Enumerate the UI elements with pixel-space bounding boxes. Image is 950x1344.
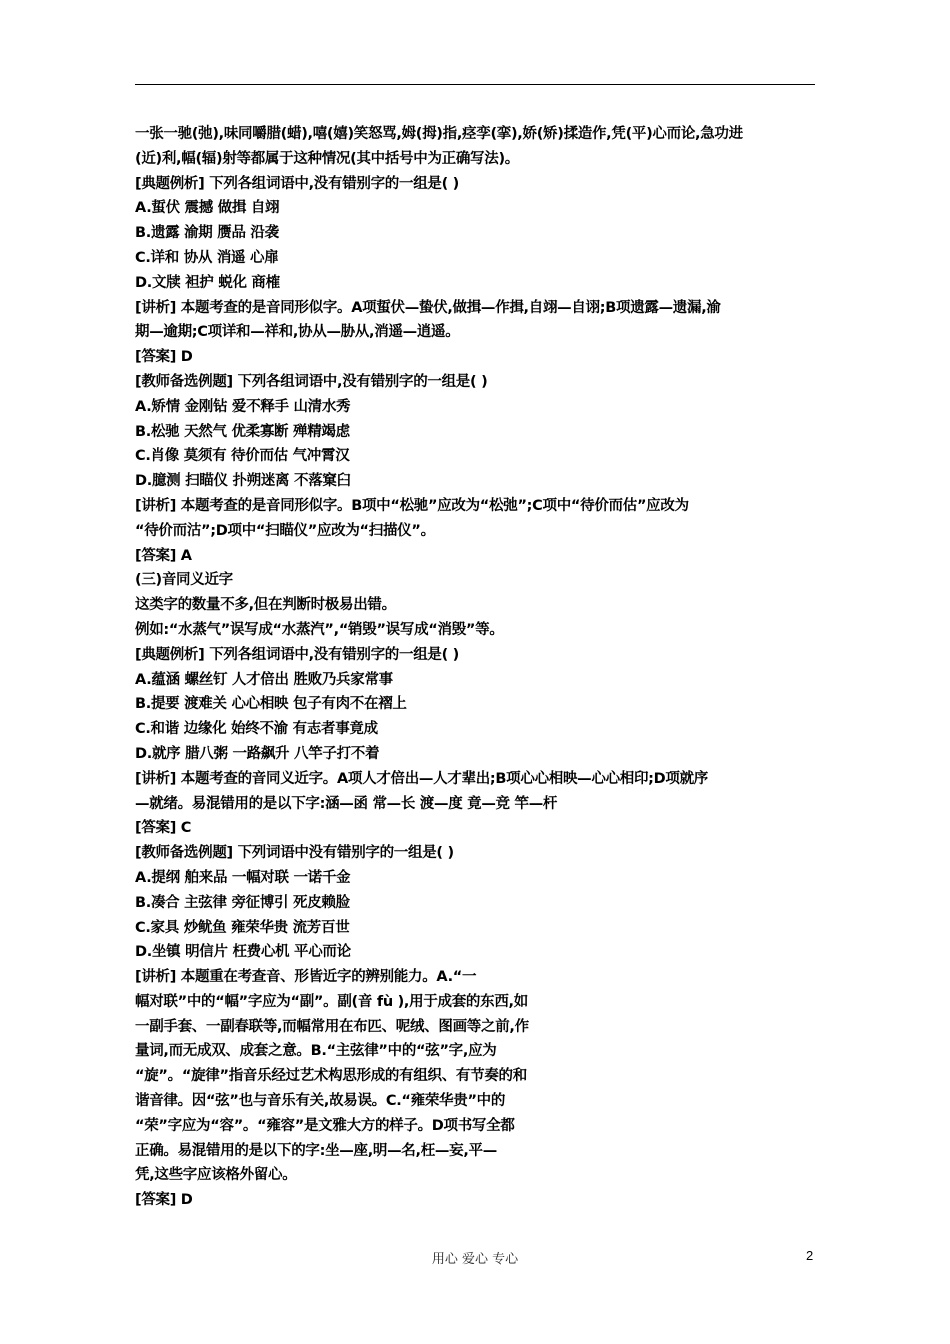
page-footer: 用心 爱心 专心 xyxy=(431,1252,519,1267)
document-body xyxy=(135,122,825,1213)
text-line: C.肖像 莫须有 待价而估 气冲霄汉 xyxy=(135,448,350,465)
text-line: B.遗露 渝期 赝品 沿袭 xyxy=(135,225,279,242)
text-line: A.蕴涵 螺丝钉 人才倍出 胜败乃兵家常事 xyxy=(135,671,393,688)
text-line: B.松驰 天然气 优柔寡断 殚精竭虑 xyxy=(135,423,350,440)
text-line: (近)利,幅(辐)射等都属于这种情况(其中括号中为正确写法)。 xyxy=(135,150,519,167)
header-rule xyxy=(135,84,815,85)
text-line: [讲析] 本题重在考查音、形皆近字的辨别能力。A.“一 xyxy=(135,969,477,986)
text-line: C.和谐 边缘化 始终不渝 有志者事竟成 xyxy=(135,721,378,738)
text-line: A.矫情 金刚钻 爱不释手 山清水秀 xyxy=(135,398,351,415)
text-line: 这类字的数量不多,但在判断时极易出错。 xyxy=(135,597,396,614)
text-line: D.臆测 扫瞄仪 扑朔迷离 不落窠臼 xyxy=(135,473,351,490)
text-line: 例如:“水蒸气”误写成“水蒸汽”,“销毁”误写成“消毁”等。 xyxy=(135,621,504,638)
text-line: (三)音同义近字 xyxy=(135,572,233,589)
text-line: “旋”。“旋律”指音乐经过艺术构思形成的有组织、有节奏的和 xyxy=(135,1068,527,1085)
text-line: [答案] C xyxy=(135,820,192,837)
text-line: —就绪。易混错用的是以下字:涵—函 常—长 渡—度 竟—竞 竿—杆 xyxy=(135,795,558,812)
text-line: [答案] D xyxy=(135,349,193,366)
text-line: C.家具 炒鱿鱼 雍荣华贵 流芳百世 xyxy=(135,919,350,936)
text-line: [答案] D xyxy=(135,1192,193,1209)
text-line: D.文牍 袒护 蜕化 商榷 xyxy=(135,274,280,291)
text-line: C.详和 协从 消遥 心扉 xyxy=(135,249,279,266)
text-line: “待价而沽”;D项中“扫瞄仪”应改为“扫描仪”。 xyxy=(135,522,435,539)
text-line: 正确。易混错用的是以下的字:坐—座,明—名,枉—妄,平— xyxy=(135,1142,497,1159)
text-line: 一张一驰(弛),味同嚼腊(蜡),嘻(嬉)笑怒骂,姆(拇)指,痉孪(挛),娇(矫)揉造作,凭(平)心而论,急功进 xyxy=(135,126,743,142)
text-line: [讲析] 本题考查的是音同形似字。A项蜇伏—蛰伏,做揖—作揖,自翊—自诩;B项遗露—遗漏,渝 xyxy=(135,299,721,316)
text-line: 一副手套、一副春联等,而幅常用在布匹、呢绒、图画等之前,作 xyxy=(135,1018,529,1035)
text-line: 谐音律。因“弦”也与音乐有关,故易误。C.“雍荣华贵”中的 xyxy=(135,1093,506,1110)
text-line: [答案] A xyxy=(135,547,192,564)
text-line: “荣”字应为“容”。“雍容”是文雅大方的样子。D项书写全都 xyxy=(135,1117,515,1134)
text-line: [典题例析] 下列各组词语中,没有错别字的一组是( ) xyxy=(135,175,460,192)
text-line: 幅对联”中的“幅”字应为“副”。副(音 fù ),用于成套的东西,如 xyxy=(135,993,528,1010)
text-line: B.提要 渡难关 心心相映 包子有肉不在褶上 xyxy=(135,696,407,713)
text-line: B.凑合 主弦律 旁征博引 死皮赖脸 xyxy=(135,894,350,911)
text-line: 期—逾期;C项详和—祥和,协从—胁从,消遥—逍遥。 xyxy=(135,324,460,341)
text-line: 量词,而无成双、成套之意。B.“主弦律”中的“弦”字,应为 xyxy=(135,1043,497,1060)
text-line: [教师备选例题] 下列各组词语中,没有错别字的一组是( ) xyxy=(135,373,488,390)
text-line: [教师备选例题] 下列词语中没有错别字的一组是( ) xyxy=(135,845,454,862)
text-line: A.提纲 舶来品 一幅对联 一诺千金 xyxy=(135,869,351,886)
text-line: A.蜇伏 震撼 做揖 自翊 xyxy=(135,200,280,217)
text-line: [典题例析] 下列各组词语中,没有错别字的一组是( ) xyxy=(135,646,460,663)
text-line: D.坐镇 明信片 枉费心机 平心而论 xyxy=(135,944,351,961)
page-number: 2 xyxy=(806,1248,814,1263)
text-line: [讲析] 本题考查的是音同形似字。B项中“松驰”应改为“松弛”;C项中“待价而估”应改为 xyxy=(135,497,689,514)
text-line: D.就序 腊八粥 一路飙升 八竿子打不着 xyxy=(135,745,380,762)
text-line: [讲析] 本题考查的音同义近字。A项人才倍出—人才辈出;B项心心相映—心心相印;D项就序 xyxy=(135,770,709,787)
text-line: 凭,这些字应该格外留心。 xyxy=(135,1167,297,1184)
